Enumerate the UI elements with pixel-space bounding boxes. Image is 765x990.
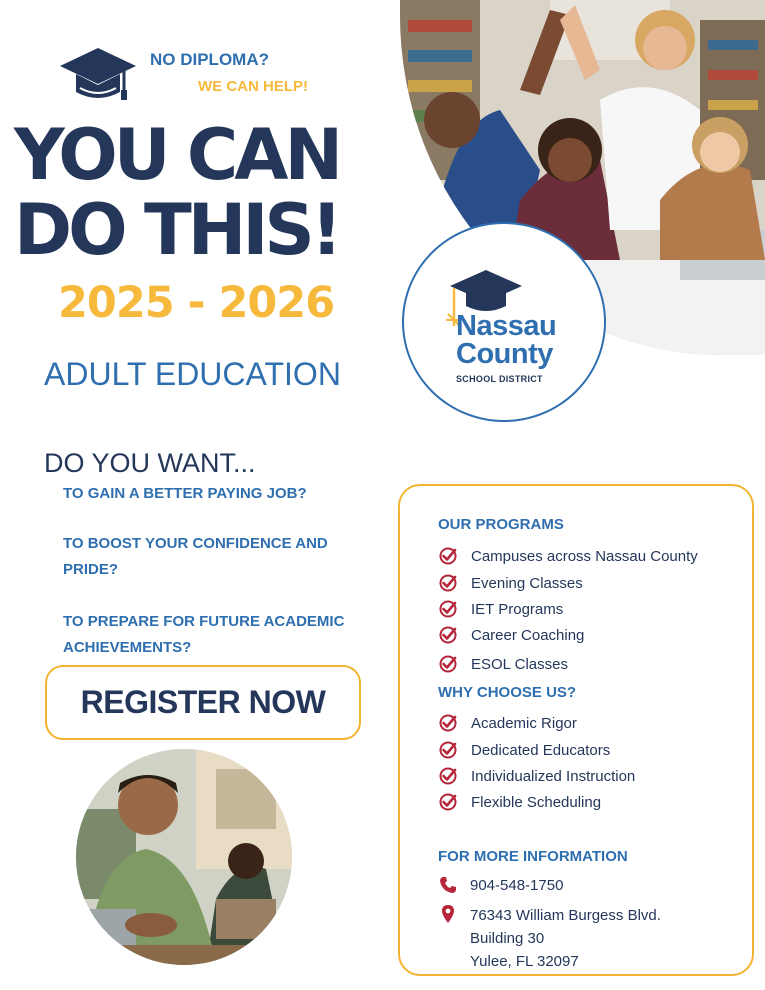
program-item [438,654,568,674]
why-item-label: Academic Rigor [471,714,577,732]
questions-heading: DO YOU WANT... [44,448,256,478]
tagline-no-diploma: NO DIPLOMA? [150,50,269,69]
contact-heading: FOR MORE INFORMATION [438,848,628,865]
program-item [438,546,698,566]
headline-line-2: DO THIS! [14,189,339,271]
logo-name-line-1: Nassau [456,310,557,342]
phone-icon [438,875,458,895]
program-item-label: Evening Classes [471,574,583,592]
check-circle-icon [438,546,458,566]
why-item-label: Dedicated Educators [471,741,611,759]
why-item-label: Individualized Instruction [471,767,636,785]
why-item [438,766,635,786]
check-circle-icon [438,573,458,593]
why-item [438,740,610,760]
info-box [398,484,754,976]
why-item-label: Flexible Scheduling [471,793,602,811]
contact-address-line-1: 76343 William Burgess Blvd. [470,907,661,924]
check-circle-icon [438,654,458,674]
contact-address-line-3: Yulee, FL 32097 [470,953,579,970]
logo-name-line-2: County [456,338,553,370]
graduation-cap-icon [58,44,138,106]
question-item: TO BOOST YOUR CONFIDENCE AND PRIDE? [63,535,328,578]
why-heading: WHY CHOOSE US? [438,684,577,701]
programs-heading: OUR PROGRAMS [438,516,564,533]
logo-subtitle: SCHOOL DISTRICT [456,374,543,384]
program-item [438,625,584,645]
check-circle-icon [438,740,458,760]
check-circle-icon [438,792,458,812]
why-item [438,792,601,812]
program-item-label: Campuses across Nassau County [471,547,698,565]
tagline-we-can-help: WE CAN HELP! [198,78,308,95]
check-circle-icon [438,766,458,786]
check-circle-icon [438,625,458,645]
why-item [438,713,577,733]
question-item: TO PREPARE FOR FUTURE ACADEMIC ACHIEVEMENTS? [63,613,345,656]
program-subtitle: ADULT EDUCATION [44,356,341,392]
program-item [438,599,563,619]
student-photo [76,749,292,965]
program-item-label: ESOL Classes [471,655,568,673]
question-item: TO GAIN A BETTER PAYING JOB? [63,485,307,502]
program-item-label: IET Programs [471,600,564,618]
district-logo [402,222,606,422]
school-years: 2025 - 2026 [58,278,335,328]
headline-line-1: YOU CAN [14,114,340,196]
location-pin-icon [438,904,458,924]
contact-phone: 904-548-1750 [470,877,564,894]
register-now-button[interactable]: REGISTER NOW [45,665,361,740]
check-circle-icon [438,713,458,733]
check-circle-icon [438,599,458,619]
contact-address-line-2: Building 30 [470,930,545,947]
program-item-label: Career Coaching [471,626,585,644]
program-item [438,573,583,593]
